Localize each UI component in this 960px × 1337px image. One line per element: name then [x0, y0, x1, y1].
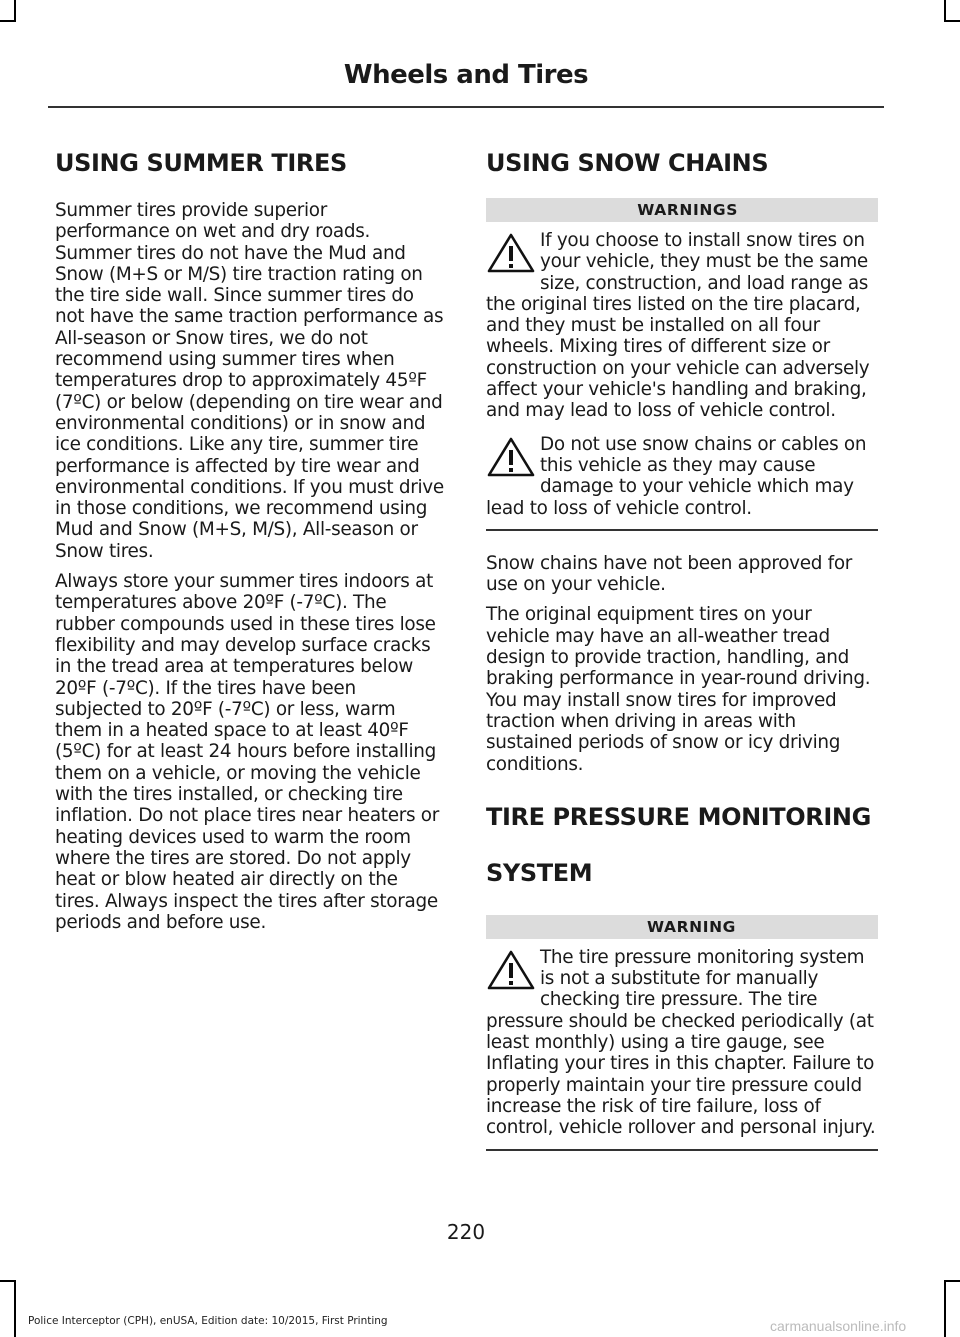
- snow-chains-paragraph-1: Snow chains have not been approved for use on your vehicle.: [486, 552, 853, 596]
- tpms-warning-block: [486, 947, 878, 1151]
- page-header-title: Wheels and Tires: [343, 60, 589, 90]
- crop-mark-bottom-left-h: [0, 1280, 14, 1282]
- header-rule: [48, 106, 884, 108]
- warning-item: [486, 947, 878, 1139]
- warning-text: The tire pressure monitoring system is not a substitute for manually checking tire pressure. The tire pressure should be checked periodically (at least monthly) using a tire gauge, see Inflating your tires in this chapter. Failure to properly maintain your tire pressure could increase the risk of tire failure, loss of control, vehicle rollover and personal injury.: [486, 946, 876, 1139]
- tpms-heading: [486, 789, 878, 901]
- summer-tires-paragraph-2: Always store your summer tires indoors at temperatures above 20ºF (-7ºC). The rubber compounds used in these tires lose flexibility and may develop surface cracks in the tread area at temperatures below 20ºF (-7ºC). If the tires have been subjected to 20ºF (-7ºC) or less, warm them in a heated space to at least 40ºF (5ºC) for at least 24 hours before installing them on a vehicle, or moving the vehicle with the tires installed, or checking tire inflation. Do not place tires near heaters or heating devices used to warm the room where the tires are stored. Do not apply heat or blow heated air directly on the tires. Always inspect the tires after storage periods and before use.: [55, 571, 440, 933]
- crop-mark-bottom-right: [944, 1280, 946, 1337]
- warnings-header: WARNINGS: [486, 198, 878, 222]
- summer-tires-paragraph-1: Summer tires provide superior performance on wet and dry roads. Summer tires do not have the Mud and Snow (M+S or M/S) tire traction rating on the tire side wall. Since summer tires do not have the same traction performance as All-season or Snow tires, we do not recommend using summer tires when temperatures drop to approximately 45ºF (7ºC) or below (depending on tire wear and environmental conditions) or in snow and ice conditions. Like any tire, summer tire performance is affected by tire wear and environmental conditions. If you must drive in those conditions, we recommend using Mud and Snow (M+S, M/S), All-season or Snow tires.: [55, 200, 444, 562]
- warning-header: WARNING: [486, 915, 878, 939]
- page-number: 220: [446, 1220, 486, 1244]
- crop-mark-bottom-left: [14, 1280, 16, 1337]
- summer-tires-heading: USING SUMMER TIRES: [55, 149, 347, 177]
- snow-chains-paragraph-2: The original equipment tires on your vehicle may have an all-weather tread design to provide traction, handling, and braking performance in year-round driving. You may install snow tires for improved traction when driving in areas with sustained periods of snow or icy driving conditions.: [486, 604, 871, 775]
- crop-mark-top-left-h: [0, 20, 14, 22]
- crop-mark-top-right-h: [946, 20, 960, 22]
- warning-text: If you choose to install snow tires on your vehicle, they must be the same size, construction, and load range as the original tires listed on the tire placard, and they must be installed on all four wheels. Mixing tires of different size or construction on your vehicle can adversely affect your vehicle's handling and braking, and may lead to loss of vehicle control.: [486, 230, 870, 422]
- warning-triangle-icon: [486, 949, 536, 991]
- watermark: carmanualsonline.info: [770, 1318, 907, 1334]
- tpms-heading-line-1: TIRE PRESSURE MONITORING: [486, 802, 871, 831]
- snow-chains-heading: USING SNOW CHAINS: [486, 149, 769, 177]
- warning-text: Do not use snow chains or cables on this vehicle as they may cause damage to your vehicle which may lead to loss of vehicle control.: [486, 433, 867, 519]
- warning-item: [486, 230, 878, 422]
- warning-triangle-icon: [486, 436, 536, 478]
- crop-mark-bottom-right-h: [946, 1280, 960, 1282]
- left-column: [55, 148, 447, 942]
- warning-item: [486, 434, 878, 519]
- tpms-heading-line-2: SYSTEM: [486, 858, 593, 887]
- warning-triangle-icon: [486, 232, 536, 274]
- crop-mark-top-right: [944, 0, 946, 22]
- footer-edition-info: Police Interceptor (CPH), enUSA, Edition date: 10/2015, First Printing: [28, 1315, 388, 1327]
- crop-mark-top-left: [14, 0, 16, 22]
- warnings-block: [486, 230, 878, 531]
- right-column: [486, 148, 878, 1159]
